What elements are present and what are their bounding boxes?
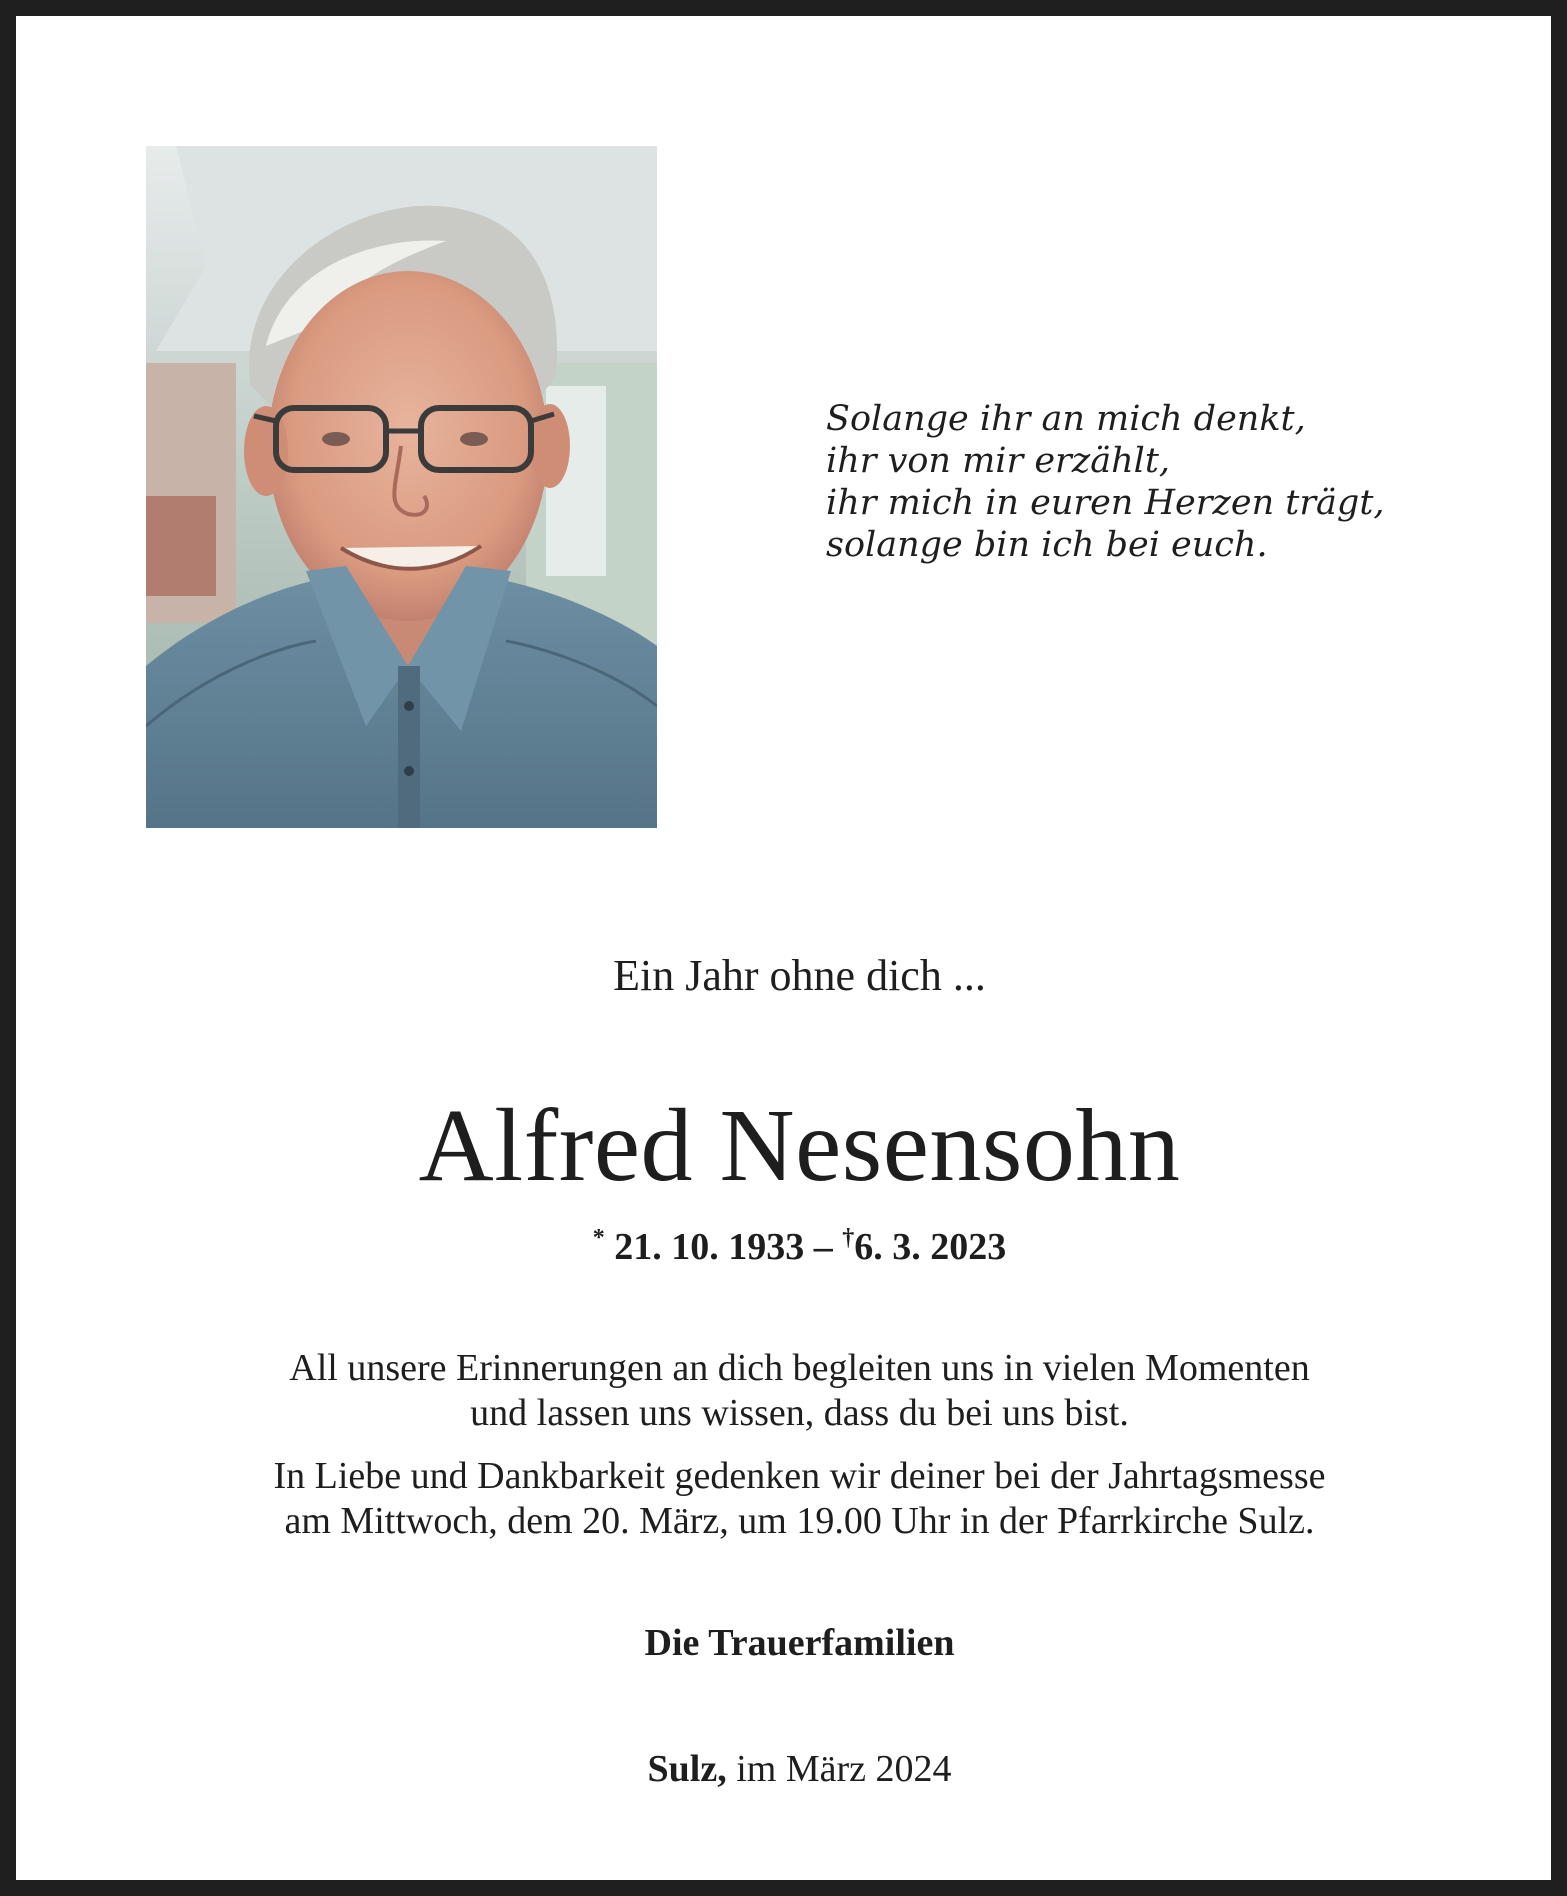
message-line: und lassen uns wissen, dass du bei uns bist. (470, 1392, 1129, 1434)
portrait-photo (146, 146, 657, 828)
place-date (32, 1746, 1567, 1792)
poem-line: Solange ihr an mich denkt, (826, 399, 1306, 439)
date-separator: – (813, 1226, 833, 1268)
deceased-name: Alfred Nesensohn (418, 1088, 1181, 1203)
birth-symbol: * (592, 1225, 605, 1251)
announcement-line: In Liebe und Dankbarkeit gedenken wir deiner bei der Jahrtagsmesse (273, 1455, 1326, 1497)
signature: Die Trauerfamilien (644, 1622, 955, 1664)
poem-line: solange bin ich bei euch. (826, 525, 1268, 565)
death-date: 6. 3. 2023 (854, 1226, 1007, 1268)
death-symbol: † (842, 1225, 855, 1251)
message-line: All unsere Erinnerungen an dich begleiten uns in vielen Momenten (289, 1347, 1310, 1389)
birth-date: 21. 10. 1933 (614, 1226, 805, 1268)
subtitle: Ein Jahr ohne dich ... (613, 951, 986, 1000)
life-dates (32, 1224, 1567, 1270)
poem-line: ihr von mir erzählt, (826, 441, 1171, 481)
place-town: Sulz, (647, 1748, 727, 1790)
memorial-message (32, 1346, 1567, 1436)
announcement-line: am Mittwoch, dem 20. März, um 19.00 Uhr in der Pfarrkirche Sulz. (284, 1500, 1315, 1542)
place-month: im März 2024 (736, 1748, 952, 1790)
poem-line: ihr mich in euren Herzen trägt, (826, 483, 1385, 523)
poem (826, 398, 1466, 566)
mass-announcement (32, 1454, 1567, 1544)
